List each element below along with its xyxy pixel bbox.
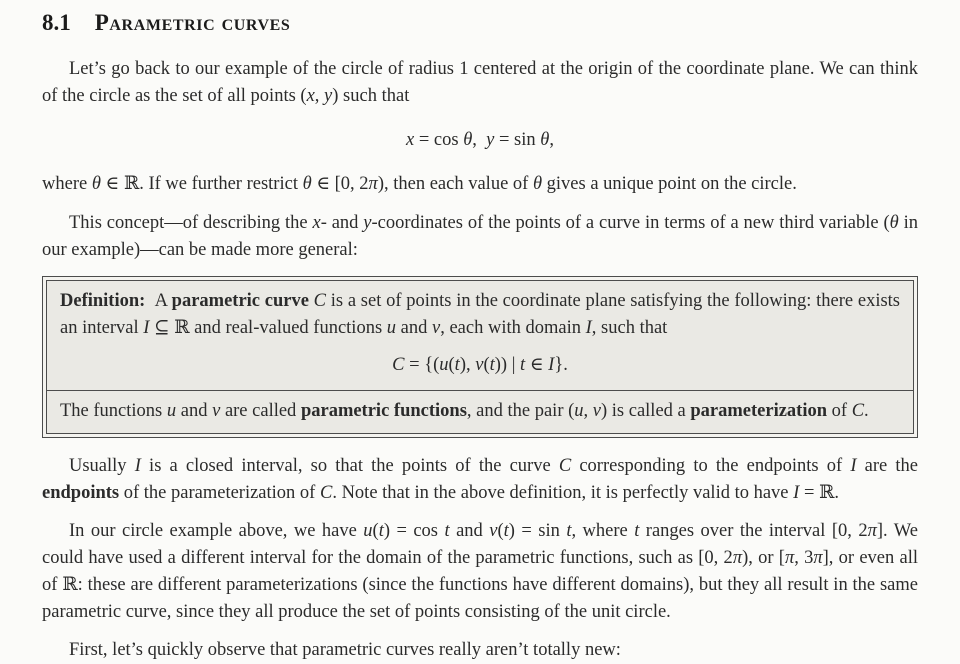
paragraph-concept: This concept—of describing the x- and y-coordinates of the points of a curve in terms of a new third variable (θ in our example)—can be made more general: xyxy=(42,213,918,260)
parametric-functions-text: The functions u and v are called parametric functions, and the pair (u, v) is called a parameterization of C. xyxy=(60,401,869,421)
definition-box-body xyxy=(47,281,913,378)
paragraph-theta-domain: where θ ∈ ℝ. If we further restrict θ ∈ [0, 2π), then each value of θ gives a unique point on the circle. xyxy=(42,174,797,194)
section-title: Parametric curves xyxy=(94,10,291,35)
section-number: 8.1 xyxy=(42,10,71,35)
paragraph-circle-intro: Let’s go back to our example of the circle of radius 1 centered at the origin of the coordinate plane. We can think of the circle as the set of all points (x, y) such that xyxy=(42,59,918,106)
paragraph-circle-example: In our circle example above, we have u(t) = cos t and v(t) = sin t, where t ranges over the interval [0, 2π]. We could have used a different interval for the domain of the parametric functions, such as [0, 2π), or [π, 3π], or even all of ℝ: these are different parameterizations (since the functions have different domains), but they all result in the same parametric curve, since they all produce the set of points consisting of the unit circle. xyxy=(42,521,918,622)
equation-circle: x = cos θ, y = sin θ, xyxy=(405,130,554,150)
definition-box-footer xyxy=(47,390,913,433)
definition-box-inner xyxy=(46,280,914,434)
paragraph-closed-interval: Usually I is a closed interval, so that the points of the curve C corresponding to the endpoints of I are the endpoints of the parameterization of C. Note that in the above definition, it is perfectly valid to have I = ℝ. xyxy=(42,456,918,503)
section-heading xyxy=(42,10,918,36)
equation-curve-set: C = {(u(t), v(t)) | t ∈ I}. xyxy=(392,355,568,375)
definition-box xyxy=(42,276,918,438)
definition-text: Definition: A parametric curve C is a set of points in the coordinate plane satisfying the following: there exists an interval I ⊆ ℝ and real-valued functions u and v, each with domain I, such that xyxy=(60,291,901,338)
paragraph-first-observe: First, let’s quickly observe that parametric curves really aren’t totally new: xyxy=(69,640,621,660)
